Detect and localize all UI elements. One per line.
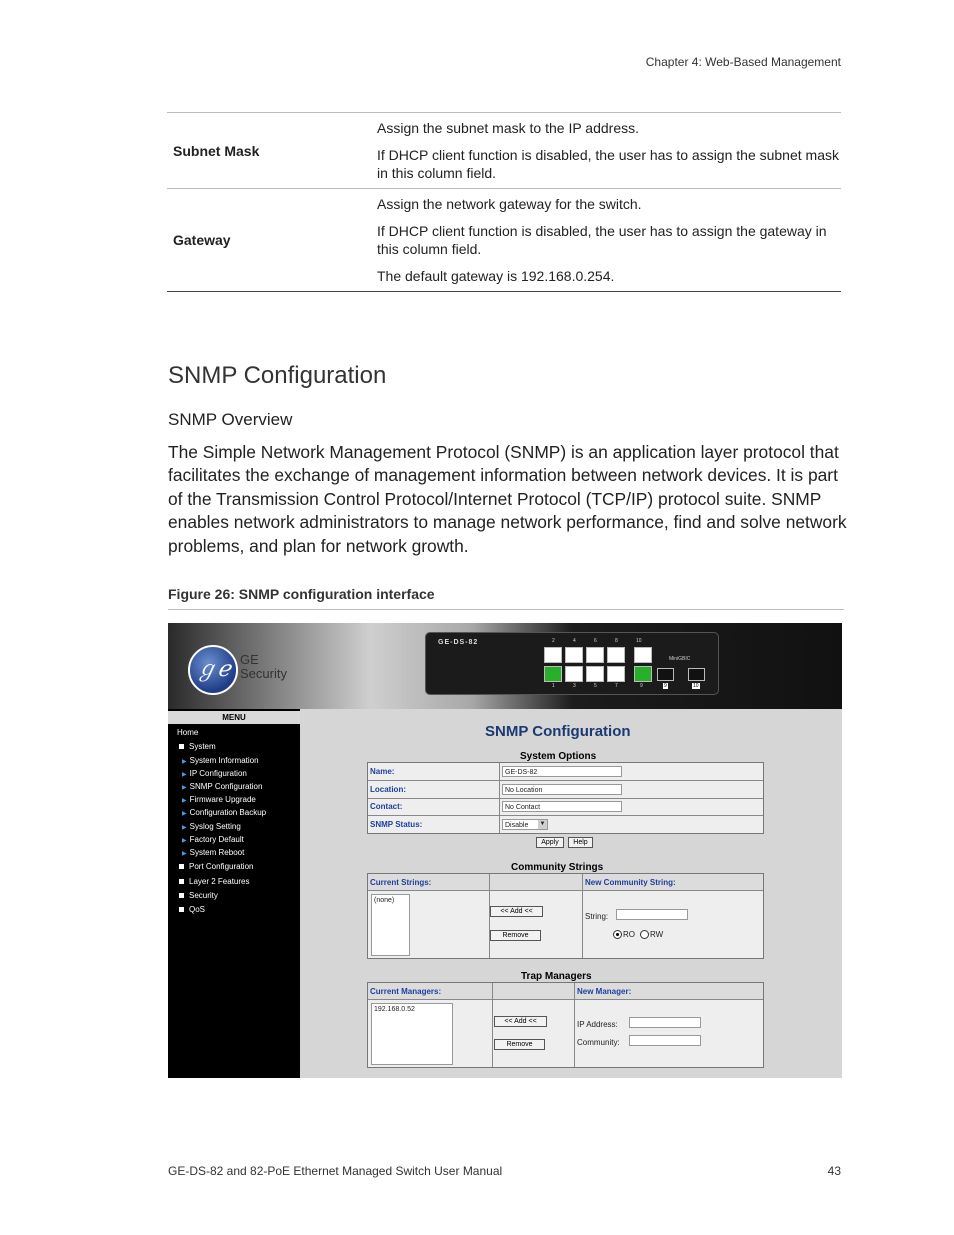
expand-icon <box>179 864 184 869</box>
menu-item-system-information[interactable]: ▶ System Information <box>182 756 259 765</box>
arrow-right-icon: ▶ <box>182 772 187 778</box>
caption-divider <box>168 609 844 610</box>
config-title: SNMP Configuration <box>485 723 631 740</box>
contact-input[interactable]: No Contact <box>502 801 622 812</box>
minigbic-label: MiniGBIC <box>669 656 691 662</box>
expand-icon <box>179 907 184 912</box>
menu-item-security[interactable]: Security <box>179 891 218 900</box>
menu-item-system[interactable]: System <box>179 742 216 751</box>
current-managers-label: Current Managers: <box>370 987 442 996</box>
arrow-right-icon: ▶ <box>182 838 187 844</box>
snmp-status-label: SNMP Status: <box>370 820 423 829</box>
port-number: 4 <box>573 638 576 644</box>
remove-community-button[interactable]: Remove <box>490 930 541 941</box>
definition-description <box>371 189 841 292</box>
apply-button[interactable]: Apply <box>536 837 564 848</box>
snmp-status-value: Disable <box>505 822 529 829</box>
sfp-port <box>657 668 674 681</box>
port-number: 8 <box>615 638 618 644</box>
menu-item-port-configuration[interactable]: Port Configuration <box>179 862 253 871</box>
definition-description <box>371 113 841 189</box>
rw-label: RW <box>650 930 664 939</box>
community-strings-form <box>367 873 764 959</box>
system-options-title: System Options <box>520 751 597 762</box>
description-line: Assign the subnet mask to the IP address. <box>377 120 640 136</box>
string-input[interactable] <box>616 909 688 920</box>
arrow-right-icon: ▶ <box>182 825 187 831</box>
current-strings-list[interactable]: (none) <box>371 894 410 956</box>
system-options-form <box>367 762 764 834</box>
location-input[interactable]: No Location <box>502 784 622 795</box>
section-title: SNMP Configuration <box>168 362 387 389</box>
menu-item-qos[interactable]: QoS <box>179 905 205 914</box>
menu-item-ip-configuration[interactable]: ▶ IP Configuration <box>182 769 247 778</box>
new-community-label: New Community String: <box>585 878 676 887</box>
ethernet-port-active <box>544 666 562 682</box>
definition-term: Gateway <box>167 189 371 292</box>
port-number: 3 <box>573 683 576 689</box>
port-number: 7 <box>615 683 618 689</box>
trap-managers-title: Trap Managers <box>521 971 592 982</box>
menu-item-home[interactable]: Home <box>177 728 199 737</box>
brand-line: Security <box>240 666 287 681</box>
section-subtitle: SNMP Overview <box>168 410 293 429</box>
ethernet-port <box>565 647 583 663</box>
current-strings-label: Current Strings: <box>370 878 432 887</box>
port-number: 2 <box>552 638 555 644</box>
expand-icon <box>179 893 184 898</box>
new-manager-label: New Manager: <box>577 987 632 996</box>
definition-row <box>167 113 841 189</box>
body-paragraph: The Simple Network Management Protocol (SNMP) is an application layer protocol that facilitates the exchange of management information between network devices. It is part of the Transmission Control Protocol/Internet Protocol (TCP/IP) protocol suite. SNMP enables network administrators to manage network performance, find and solve network problems, and plan for network growth. <box>168 442 847 556</box>
side-menu <box>168 709 300 1078</box>
arrow-right-icon: ▶ <box>182 798 187 804</box>
port-number: 9 <box>640 683 643 689</box>
string-label: String: <box>585 912 609 921</box>
port-number: 10 <box>636 638 642 644</box>
menu-item-snmp-configuration[interactable]: ▶ SNMP Configuration <box>182 782 263 791</box>
definition-row <box>167 189 841 292</box>
menu-item-firmware-upgrade[interactable]: ▶ Firmware Upgrade <box>182 795 256 804</box>
brand-line: GE <box>240 652 259 667</box>
ge-logo-icon: ℊℯ <box>188 645 238 695</box>
chapter-header: Chapter 4: Web-Based Management <box>645 55 841 69</box>
contact-label: Contact: <box>370 802 403 811</box>
description-line: The default gateway is 192.168.0.254. <box>377 268 615 284</box>
arrow-right-icon: ▶ <box>182 785 187 791</box>
device-label: GE-DS-82 <box>438 639 479 646</box>
ethernet-port <box>607 647 625 663</box>
port-number: 5 <box>594 683 597 689</box>
name-input[interactable]: GE-DS-82 <box>502 766 622 777</box>
definition-term: Subnet Mask <box>167 113 371 189</box>
page-number: 43 <box>827 1164 841 1178</box>
brand-name <box>240 653 287 681</box>
name-label: Name: <box>370 767 395 776</box>
ethernet-port <box>565 666 583 682</box>
ethernet-port <box>586 666 604 682</box>
rw-radio[interactable] <box>640 930 649 939</box>
community-input[interactable] <box>629 1035 701 1046</box>
ro-label: RO <box>623 930 635 939</box>
ethernet-port <box>607 666 625 682</box>
arrow-right-icon: ▶ <box>182 851 187 857</box>
ethernet-port <box>544 647 562 663</box>
trap-managers-form <box>367 982 764 1068</box>
snmp-status-select[interactable] <box>502 819 548 830</box>
community-label: Community: <box>577 1038 620 1047</box>
description-line: Assign the network gateway for the switch. <box>377 196 642 212</box>
menu-item-syslog-setting[interactable]: ▶ Syslog Setting <box>182 822 241 831</box>
menu-item-system-reboot[interactable]: ▶ System Reboot <box>182 848 245 857</box>
expand-icon <box>179 879 184 884</box>
ro-radio[interactable] <box>613 930 622 939</box>
sfp-number: 9 <box>664 683 667 689</box>
figure-caption: Figure 26: SNMP configuration interface <box>168 586 435 602</box>
description-line: If DHCP client function is disabled, the user has to assign the gateway in this column field. <box>377 223 827 257</box>
remove-manager-button[interactable]: Remove <box>494 1039 545 1050</box>
expand-icon <box>179 744 184 749</box>
web-ui-header <box>168 623 842 709</box>
snmp-screenshot <box>168 623 842 1078</box>
menu-item-factory-default[interactable]: ▶ Factory Default <box>182 835 244 844</box>
ethernet-port <box>586 647 604 663</box>
port-number: 6 <box>594 638 597 644</box>
ip-address-label: IP Address: <box>577 1020 618 1029</box>
sfp-number: 10 <box>693 683 699 689</box>
config-panel <box>300 709 842 1078</box>
chevron-down-icon: ▼ <box>539 821 546 827</box>
ethernet-port-active <box>634 666 652 682</box>
menu-item-layer-2-features[interactable]: Layer 2 Features <box>179 877 249 886</box>
add-manager-button[interactable]: << Add << <box>494 1016 547 1027</box>
arrow-right-icon: ▶ <box>182 759 187 765</box>
add-community-button[interactable]: << Add << <box>490 906 543 917</box>
location-label: Location: <box>370 785 406 794</box>
current-managers-list[interactable]: 192.168.0.52 <box>371 1003 453 1065</box>
community-strings-title: Community Strings <box>511 862 604 873</box>
ethernet-port <box>634 647 652 663</box>
menu-title: MENU <box>168 711 300 724</box>
definition-table <box>167 112 841 292</box>
footer-manual-title: GE-DS-82 and 82-PoE Ethernet Managed Switch User Manual <box>168 1164 503 1178</box>
ip-address-input[interactable] <box>629 1017 701 1028</box>
menu-item-configuration-backup[interactable]: ▶ Configuration Backup <box>182 808 267 817</box>
arrow-right-icon: ▶ <box>182 811 187 817</box>
sfp-port <box>688 668 705 681</box>
description-line: If DHCP client function is disabled, the user has to assign the subnet mask in this column field. <box>377 147 839 181</box>
switch-panel <box>425 632 719 695</box>
port-number: 1 <box>552 683 555 689</box>
help-button[interactable]: Help <box>568 837 593 848</box>
